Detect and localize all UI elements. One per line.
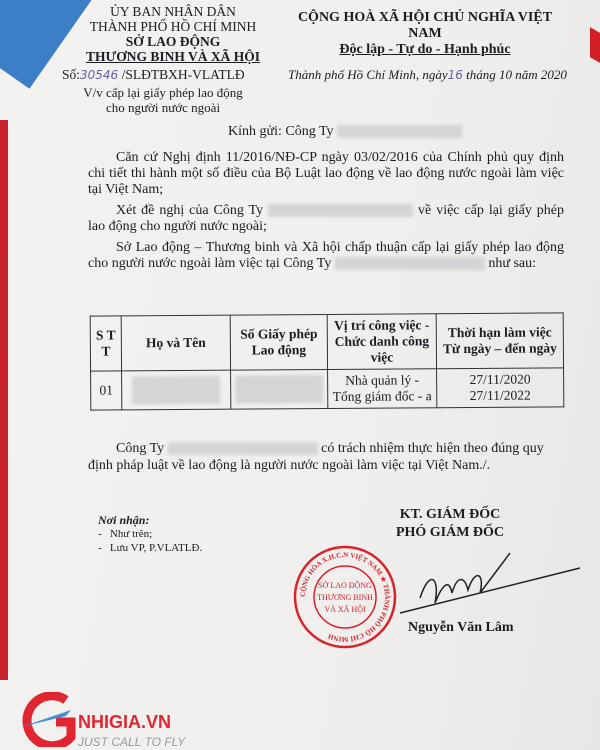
header-name: Họ và Tên	[121, 315, 230, 371]
permit-table	[90, 312, 565, 410]
signer-name: Nguyễn Văn Lâm	[408, 620, 514, 635]
issuer-line-1: ỦY BAN NHÂN DÂN	[110, 4, 236, 19]
closing-paragraph	[88, 440, 564, 474]
issuer-line-4: THƯƠNG BINH VÀ XÃ HỘI	[85, 49, 261, 64]
header-permit-number: Số Giấy phép Lao động	[230, 314, 327, 370]
p3-b: như sau:	[488, 256, 537, 271]
stamp-center-1: SỞ LAO ĐỘNG	[318, 581, 372, 590]
redacted-company	[268, 204, 413, 217]
signature-title-2: PHÓ GIÁM ĐỐC	[395, 525, 505, 540]
period-from: 27/11/2020	[469, 371, 531, 388]
salutation-text: Kính gửi: Công Ty	[228, 124, 334, 139]
document-number	[62, 67, 245, 83]
table-header-row	[90, 313, 563, 371]
redacted-company	[335, 257, 485, 270]
p3-a: Sở Lao động – Thương binh và Xã hội chấp thuận cấp lại giấy phép lao động cho người nước ngoài làm việc tại Công Ty	[88, 240, 564, 271]
number-label: Số:	[62, 67, 81, 82]
official-stamp	[290, 542, 400, 652]
period-to: 27/11/2022	[469, 387, 531, 404]
number-handwritten: 30546	[80, 68, 119, 82]
subject	[78, 85, 248, 115]
p2-b: về việc cấp lại giấy phép lao động cho người nước ngoài;	[88, 203, 565, 234]
cell-position: Nhà quản lý - Tổng giám đốc - a	[328, 369, 437, 409]
recipient-item: Như trên;	[109, 528, 153, 540]
paragraph-approval	[88, 240, 564, 272]
recipients: Nơi nhận: - Như trên; - Lưu VP, P.VLATLĐ.	[98, 513, 203, 554]
closing-a: Công Ty	[116, 441, 165, 456]
national-header	[280, 10, 570, 58]
table-row	[91, 368, 564, 410]
brand-name: NHIGIA.VN	[78, 712, 172, 732]
closing-b: có trách nhiệm thực hiện theo đúng quy định pháp luật về lao động là người nước ngoài làm việc tại Việt Nam./.	[88, 441, 544, 473]
stamp-center-2: THƯƠNG BINH	[317, 593, 373, 602]
header-period: Thời hạn làm việc Từ ngày – đến ngày	[436, 313, 563, 369]
p2-a: Xét đề nghị của Công Ty	[116, 203, 264, 218]
signature-block	[380, 506, 520, 542]
paragraph-legal-basis: Căn cứ Nghị định 11/2016/NĐ-CP ngày 03/02/2016 của Chính phủ quy định chi tiết thi hành một số điều của Bộ Luật lao động về lao động nước ngoài làm việc tại Việt Nam;	[88, 150, 564, 197]
stamp-center-3: VÀ XÃ HỘI	[324, 605, 366, 614]
issue-date	[288, 67, 567, 83]
issuer-line-2: THÀNH PHỐ HỒ CHÍ MINH	[89, 19, 257, 34]
date-suffix: tháng 10 năm 2020	[462, 67, 567, 82]
signature-scribble	[390, 548, 590, 618]
recipients-title: Nơi nhận:	[98, 513, 150, 527]
issuer-header	[78, 4, 268, 64]
redacted-company	[337, 125, 462, 138]
paragraph-request	[88, 203, 564, 235]
nation-title: CỘNG HOÀ XÃ HỘI CHỦ NGHĨA VIỆT NAM	[297, 10, 553, 41]
issuer-line-3: SỞ LAO ĐỘNG	[125, 34, 221, 49]
header-stt: S T T	[90, 316, 121, 371]
signature-title-1: KT. GIÁM ĐỐC	[399, 507, 501, 522]
header-position: Vị trí công việc - Chức danh công việc	[327, 314, 436, 370]
cell-stt: 01	[91, 371, 122, 410]
cell-period	[437, 368, 564, 408]
red-background-corner	[590, 27, 600, 63]
salutation	[228, 124, 462, 140]
cell-permit-redacted	[231, 369, 328, 409]
cell-name-redacted	[122, 370, 231, 410]
red-background-edge	[0, 120, 8, 680]
brand-tagline: JUST CALL TO FLY	[78, 735, 186, 749]
motto: Độc lập - Tự do - Hạnh phúc	[339, 42, 511, 57]
subject-line-2: cho người nước ngoài	[105, 100, 221, 115]
stamp-ring-text: CỘNG HÒA X.H.C.N VIỆT NAM ★ THÀNH PHỐ HỒ CHÍ MINH	[298, 550, 392, 644]
number-suffix: /SLĐTBXH-VLATLĐ	[121, 67, 245, 82]
body-text	[88, 150, 564, 277]
subject-line-1: V/v cấp lại giấy phép lao động	[83, 85, 243, 100]
recipient-item: Lưu VP, P.VLATLĐ.	[109, 542, 203, 554]
date-day: 16	[447, 68, 463, 82]
date-prefix: Thành phố Hồ Chí Minh, ngày	[288, 67, 448, 82]
redacted-company	[168, 442, 318, 455]
